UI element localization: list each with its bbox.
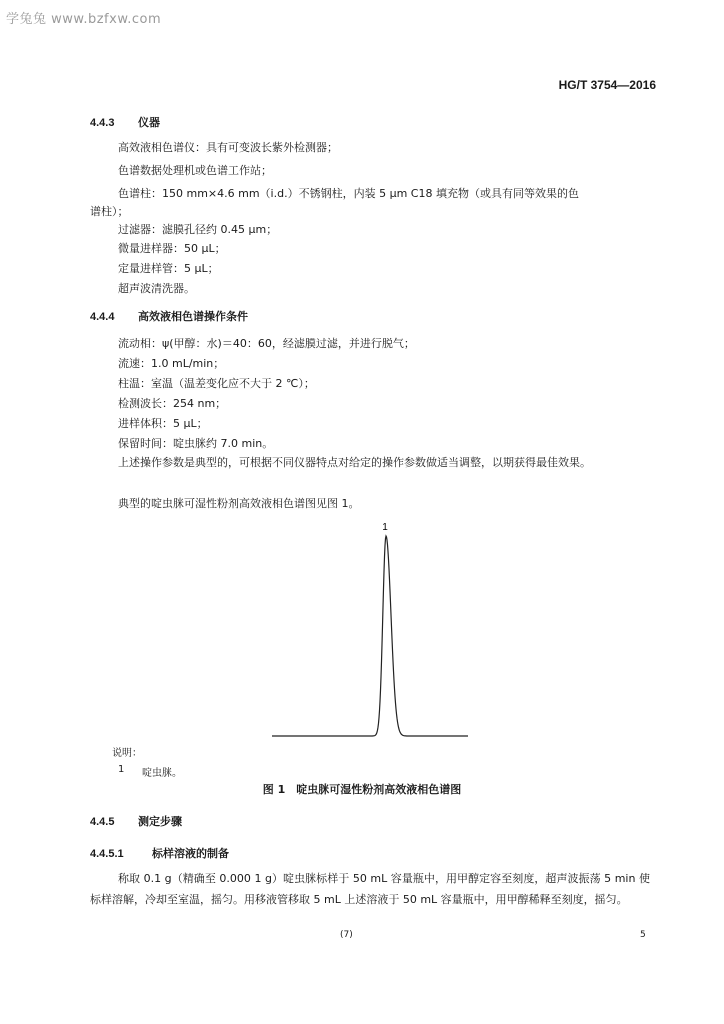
procedure-paragraph: 称取 0.1 g（精确至 0.000 1 g）啶虫脒标样于 50 mL 容量瓶中，用甲醇定容至刻度，超声波振荡 5 min 使标样溶解，冷却至室温，摇匀。用移液管移取 5 mL 上述溶液于 50 mL 容量瓶中，用甲醇稀释至刻度，摇匀。 [90,872,650,906]
section-title: 标样溶液的制备 [152,847,229,860]
legend-item-number: 1 [118,764,125,775]
standard-number: HG/T 3754—2016 [558,78,656,92]
legend-title: 说明： [112,748,142,759]
condition-line: 柱温：室温（温差变化应不大于 2 ℃）； [118,377,315,390]
chromatogram-trace [272,536,468,736]
instrument-line: 超声波清洗器。 [118,282,195,295]
instrument-line: 色谱柱：150 mm×4.6 mm（i.d.）不锈钢柱，内装 5 μm C18 填充物（或具有同等效果的色 [118,187,579,200]
instrument-line: 高效液相色谱仪：具有可变波长紫外检测器； [118,141,338,154]
watermark: 学兔兔 www.bzfxw.com [6,12,162,27]
condition-line: 保留时间：啶虫脒约 7.0 min。 [118,437,274,450]
section-number: 4.4.4 [90,311,115,323]
section-title: 仪器 [138,116,160,129]
note-paragraph: 上述操作参数是典型的，可根据不同仪器特点对给定的操作参数做适当调整，以期获得最佳效果。 [118,456,591,469]
condition-line: 流速：1.0 mL/min； [118,357,225,370]
section-title: 高效液相色谱操作条件 [138,310,248,323]
section-heading-4-4-5-1 [90,845,229,861]
peak-label: 1 [382,522,388,533]
section-number: 4.4.3 [90,117,115,129]
section-title: 测定步骤 [138,815,182,828]
instrument-line: 微量进样器：50 μL； [118,242,226,255]
instrument-line: 色谱数据处理机或色谱工作站； [118,164,272,177]
section-heading-4-4-5 [90,813,182,829]
section-number: 4.4.5.1 [90,848,124,860]
figure-caption: 图 1 啶虫脒可湿性粉剂高效液相色谱图 [262,783,462,796]
instrument-line: 过滤器：滤膜孔径约 0.45 μm； [118,223,278,236]
condition-line: 进样体积：5 μL； [118,417,208,430]
instrument-line: 谱柱）； [90,205,129,218]
figure-reference: 典型的啶虫脒可湿性粉剂高效液相色谱图见图 1。 [118,497,360,510]
condition-line: 流动相：ψ(甲醇：水)＝40：60，经滤膜过滤，并进行脱气； [118,337,415,350]
footer-code: (7) [340,930,353,940]
condition-line: 检测波长：254 nm； [118,397,227,410]
page-number: 5 [640,930,646,940]
section-number: 4.4.5 [90,816,115,828]
instrument-line: 定量进样管：5 μL； [118,262,219,275]
legend-item-text: 啶虫脒。 [142,768,182,779]
